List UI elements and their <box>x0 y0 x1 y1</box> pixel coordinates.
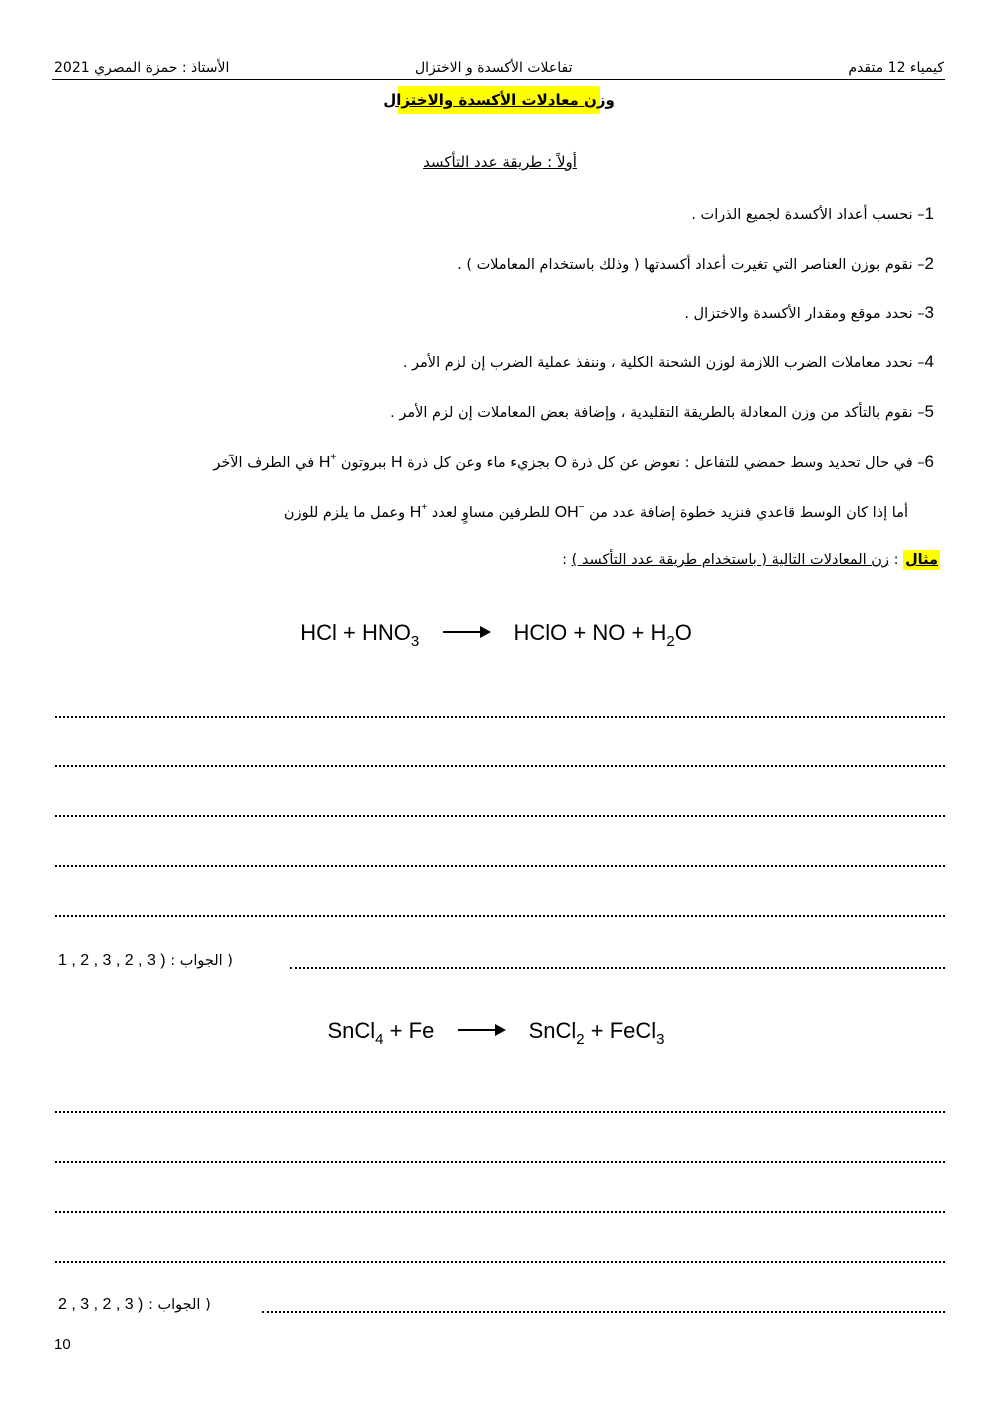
answer-values: 2 , 3 , 2 , 3 ) <box>58 1296 144 1313</box>
step-6-continued <box>284 502 908 522</box>
product: FeCl$_3$ <box>609 1018 665 1048</box>
step-text: – نحسب أعداد الأكسدة لجميع الذرات . <box>691 207 925 223</box>
page-title: وزن معادلات الأكسدة والاختزال <box>398 86 600 114</box>
answer-line[interactable] <box>55 1211 945 1213</box>
hydroxide-symbol: OH− <box>554 502 585 521</box>
step-text: – نقوم بالتأكد من وزن المعادلة بالطريقة التقليدية ، وإضافة بعض المعاملات إن لزم الأمر . <box>390 405 925 421</box>
header-course: كيمياء 12 متقدم <box>848 60 944 76</box>
step-text: – في حال تحديد وسط حمضي للتفاعل : نعوض عن كل ذرة <box>571 455 925 471</box>
step-text: في الطرف الآخر <box>213 455 315 471</box>
page-number: 10 <box>54 1336 71 1353</box>
step-5 <box>390 402 934 422</box>
step-number: 5 <box>924 402 934 421</box>
example-heading <box>562 552 940 568</box>
answer-line[interactable] <box>55 1261 945 1263</box>
answer-values: 1 , 2 , 3 , 2 , 3 ) <box>58 952 166 969</box>
reaction-arrow-icon <box>458 1029 504 1031</box>
step-text: أما إذا كان الوسط قاعدي فنزيد خطوة إضافة عدد من <box>589 505 908 521</box>
example-colon: : <box>893 552 899 568</box>
step-text: – نقوم بوزن العناصر التي تغيرت أعداد أكسدتها ( وذلك باستخدام المعاملات ) . <box>457 257 925 273</box>
answer-line[interactable] <box>55 1161 945 1163</box>
answer-label: ( الجواب : <box>170 953 233 969</box>
product: NO <box>592 620 626 645</box>
answer-label: ( الجواب : <box>147 1297 211 1313</box>
plus-sign: + <box>590 1018 604 1043</box>
step-number: 6 <box>924 452 934 471</box>
proton-symbol: H+ <box>318 452 337 471</box>
plus-sign: + <box>389 1018 403 1043</box>
answer-line[interactable] <box>55 1111 945 1113</box>
header-topic: تفاعلات الأكسدة و الاختزال <box>415 60 573 76</box>
answer-line[interactable] <box>262 1311 945 1313</box>
example-label: مثال <box>905 552 938 568</box>
step-3 <box>684 303 934 323</box>
plus-sign: + <box>631 620 645 645</box>
answer-line[interactable] <box>55 865 945 867</box>
proton-symbol: H+ <box>409 502 428 521</box>
reaction-arrow-icon <box>443 631 489 633</box>
answer-line[interactable] <box>55 765 945 767</box>
step-6 <box>213 452 934 472</box>
reactant: $HNO_3$ <box>361 620 420 650</box>
step-number: 4 <box>924 352 934 371</box>
step-2 <box>457 254 934 274</box>
step-4 <box>403 352 934 372</box>
plus-sign: + <box>342 620 356 645</box>
answer-line[interactable] <box>55 915 945 917</box>
answer-line[interactable] <box>55 815 945 817</box>
answer-1 <box>58 952 233 970</box>
product: HClO <box>513 620 568 645</box>
header-teacher: الأستاذ : حمزة المصري 2021 <box>54 60 230 76</box>
header-divider <box>52 79 945 80</box>
step-number: 1 <box>924 204 934 223</box>
oxygen-atom: O <box>554 454 567 471</box>
step-text: بجزيء ماء وعن كل ذرة <box>407 455 550 471</box>
hydrogen-atom: H <box>391 454 403 471</box>
section-title: أولاً : طريقة عدد التأكسد <box>423 153 577 171</box>
plus-sign: + <box>573 620 587 645</box>
step-text: ببروتون <box>340 455 387 471</box>
answer-line[interactable] <box>55 716 945 718</box>
answer-line[interactable] <box>290 967 945 969</box>
reactant: HCl <box>300 620 337 645</box>
step-number: 2 <box>924 254 934 273</box>
step-text: وعمل ما يلزم للوزن <box>283 505 406 521</box>
step-1 <box>691 204 934 224</box>
reactant: SnCl$_4$ <box>327 1018 384 1048</box>
product: $H_2O$ <box>650 620 692 650</box>
equation-1 <box>0 620 992 650</box>
reactant: Fe <box>408 1018 435 1043</box>
step-text: – نحدد موقع ومقدار الأكسدة والاختزال . <box>684 306 925 322</box>
equation-2 <box>0 1018 992 1048</box>
product: SnCl$_2$ <box>528 1018 585 1048</box>
step-text: للطرفين مساوٍ لعدد <box>431 505 551 521</box>
answer-2 <box>58 1296 211 1314</box>
step-text: – نحدد معاملات الضرب اللازمة لوزن الشحنة الكلية ، وننفذ عملية الضرب إن لزم الأمر . <box>402 355 925 371</box>
example-instruction: زن المعادلات التالية ( باستخدام طريقة عدد التأكسد ) <box>571 552 889 568</box>
step-number: 3 <box>924 303 934 322</box>
example-colon: : <box>562 552 568 568</box>
